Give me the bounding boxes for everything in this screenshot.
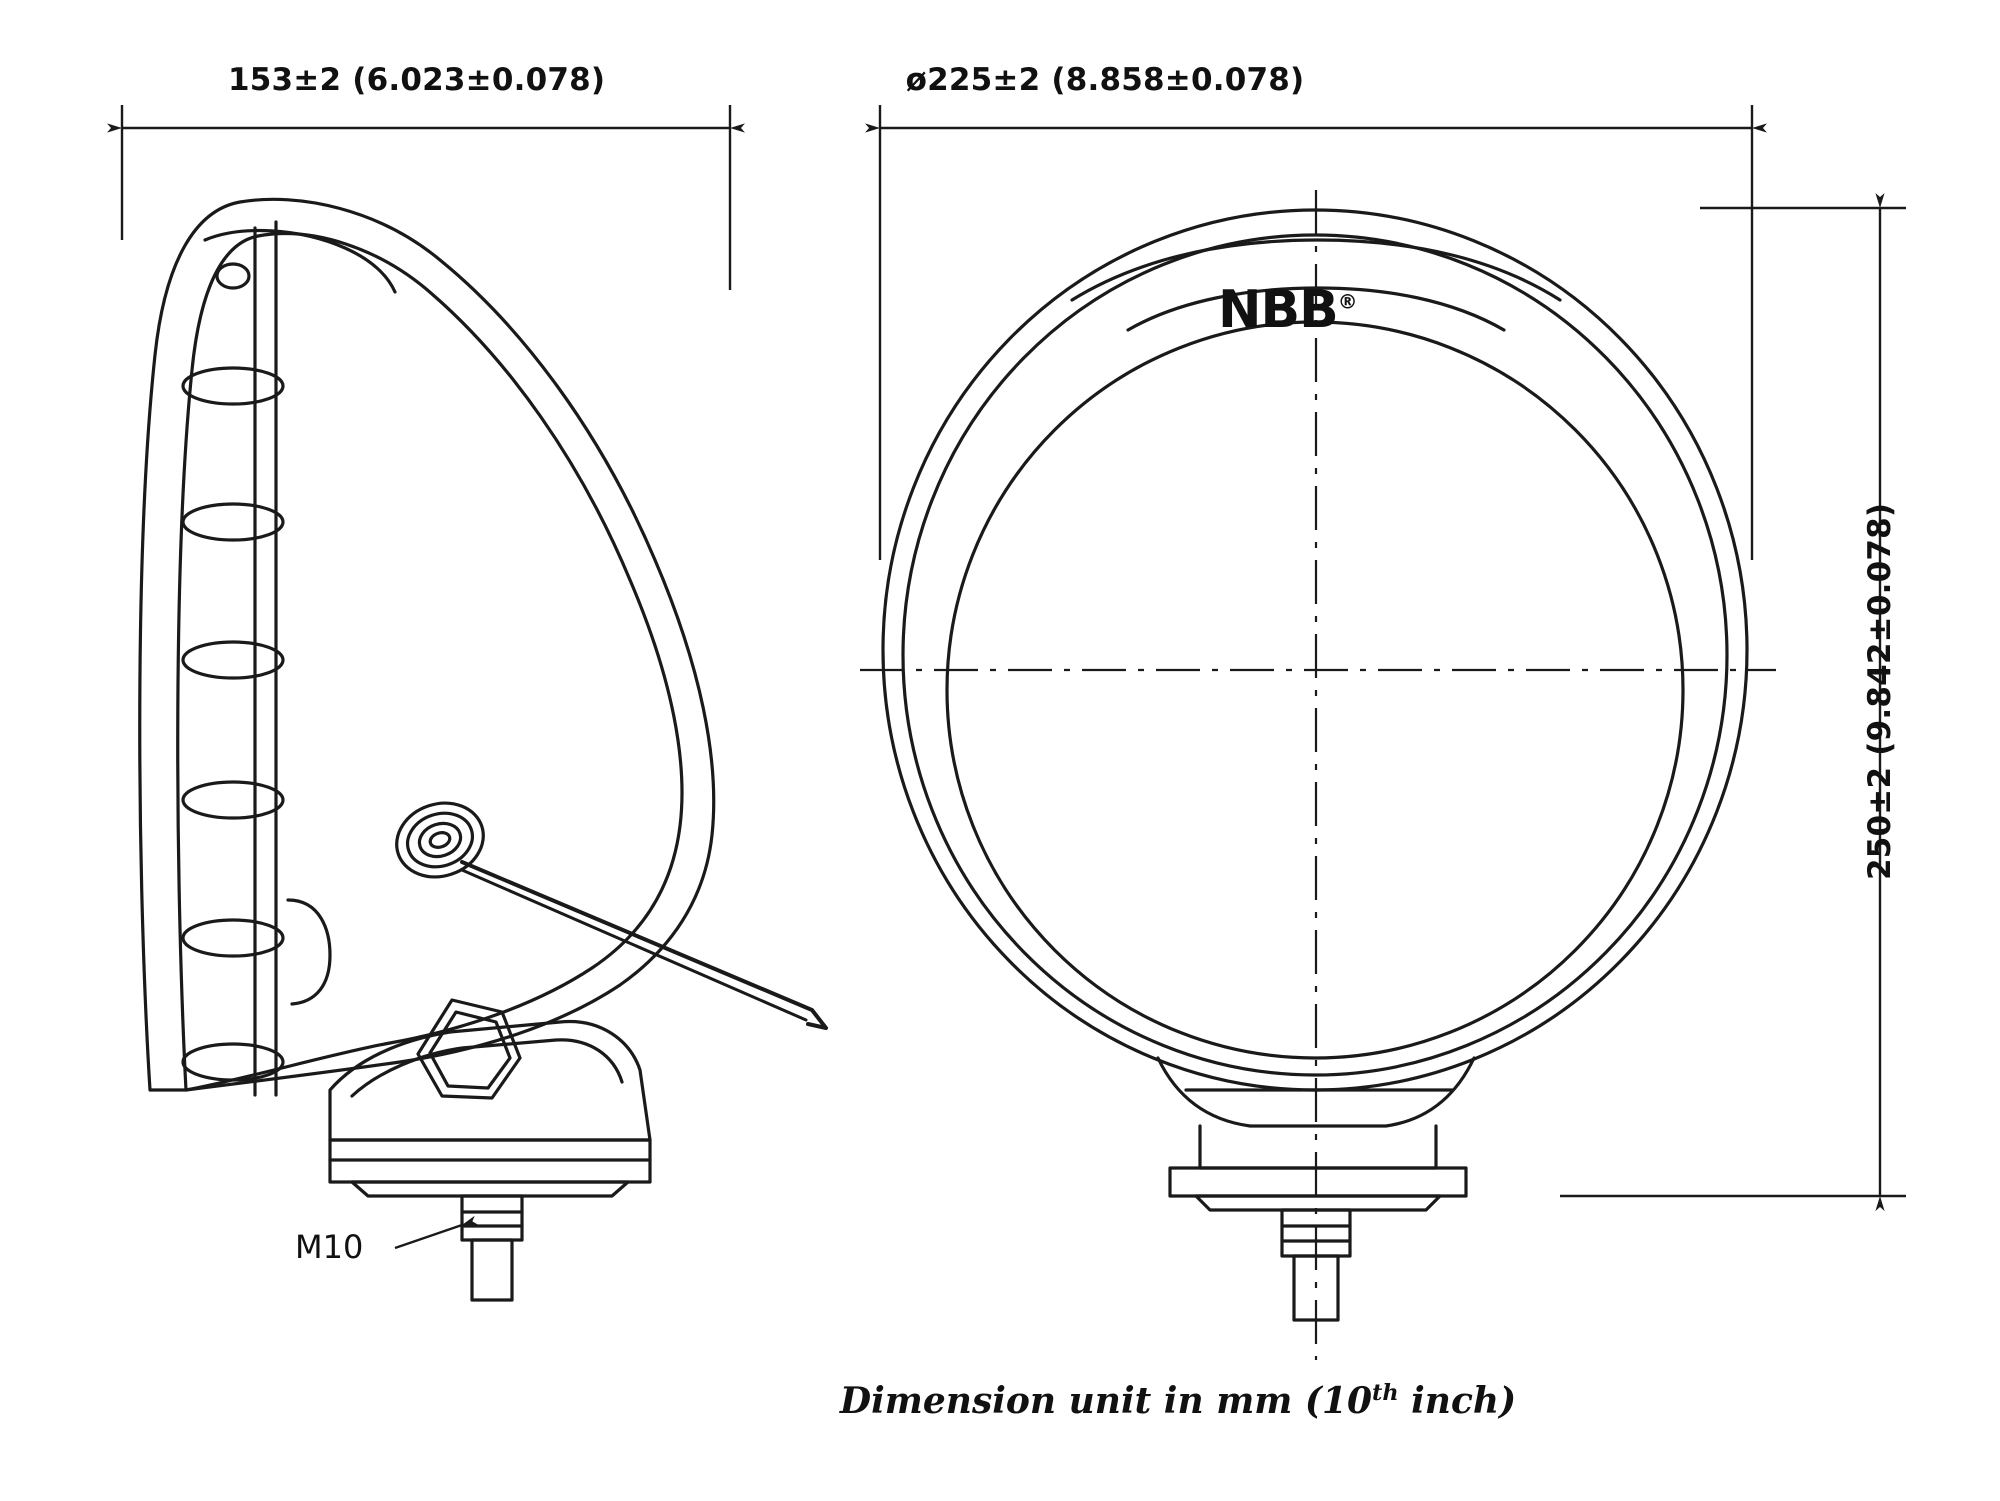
side-clip-6 [183,1044,283,1080]
side-nut [462,1196,522,1240]
side-clip-2 [183,504,283,540]
leader-m10 [395,1225,462,1248]
dimension-side-width [122,105,730,290]
side-bracket-upper [330,1022,650,1140]
unit-note-text: Dimension unit in mm (10 [839,1380,1373,1422]
side-base-rim [352,1182,628,1196]
side-clip-5 [183,920,283,956]
dimension-label-thread-m10: M10 [295,1228,364,1266]
side-clip-4 [183,782,283,818]
brand-logo-text: NBB [1218,280,1338,340]
front-centre-lines [860,190,1776,1360]
dimension-label-side-width: 153±2 (6.023±0.078) [228,62,606,98]
leader-line-m10 [395,1225,462,1248]
side-stud [472,1240,512,1300]
dimension-overall-height [1560,208,1906,1196]
front-base-plate [1170,1168,1466,1196]
brand-registered-mark: ® [1337,290,1357,314]
dimension-label-overall-height: 250±2 (9.842±0.078) [1862,502,1898,880]
front-base-rim [1196,1196,1440,1210]
unit-note-tail: inch) [1398,1380,1517,1422]
side-clip-top [217,264,249,288]
dimension-label-front-diameter: ø225±2 (8.858±0.078) [905,62,1305,98]
side-clip-1 [183,368,283,404]
unit-note [840,1380,1516,1422]
side-housing-bulge [288,900,330,1004]
side-adjust-rod-edge [462,870,806,1020]
unit-note-superscript: th [1372,1380,1399,1406]
side-view-group [140,199,826,1300]
brand-logo [1218,280,1357,340]
side-adjust-rod [462,862,826,1028]
side-lens-edge [205,231,395,292]
side-adjust-knob [387,792,493,888]
side-clip-3 [183,642,283,678]
side-housing-inner [178,234,682,1090]
front-bracket-body [1200,1126,1436,1168]
